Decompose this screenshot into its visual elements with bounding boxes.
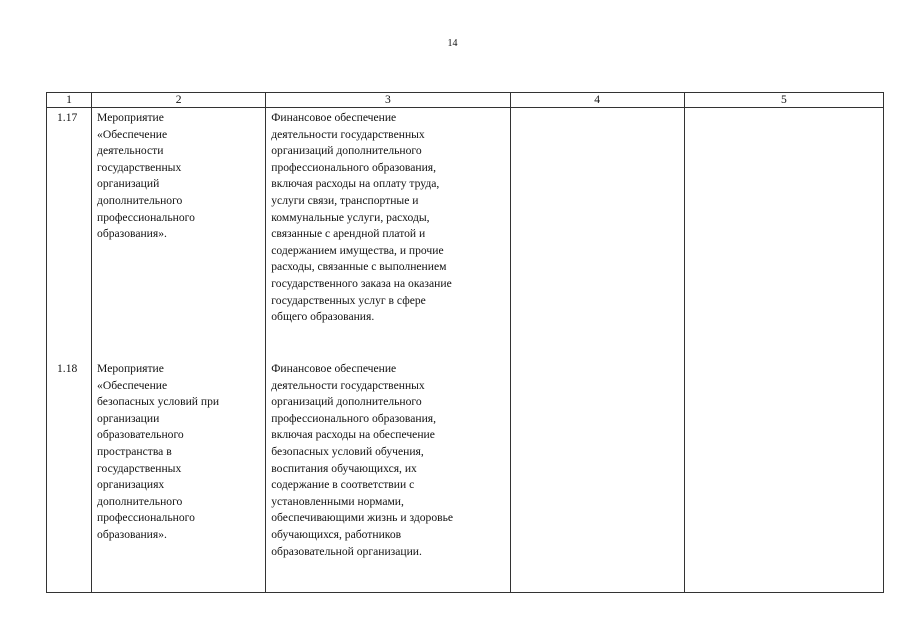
- table-body-row: [47, 108, 884, 593]
- description-text-1-18: Финансовое обеспечение деятельности государственных организаций дополнительного профессионального образования, включая расходы на обеспечение безопасных условий обучения, воспитания обучающихся, их содержание в соответствии с установленными нормами, обеспечивающими жизнь и здоровье обучающихся, работников образовательной организации.: [271, 362, 454, 558]
- column-4-cell: [510, 108, 684, 593]
- header-cell-3: 3: [266, 93, 510, 108]
- row-number-1-17: 1.17: [57, 111, 78, 124]
- page-number: 14: [447, 38, 458, 49]
- header-cell-2: 2: [92, 93, 266, 108]
- header-cell-5: 5: [684, 93, 883, 108]
- description-column: [266, 108, 510, 593]
- row-number-1-18: 1.18: [57, 362, 78, 375]
- table-header-row: [47, 93, 884, 108]
- header-cell-1: 1: [47, 93, 92, 108]
- col4-text-1-17: [516, 110, 681, 361]
- column-5-cell: [684, 108, 883, 593]
- header-cell-4: 4: [510, 93, 684, 108]
- event-column: [92, 108, 266, 593]
- event-text-1-17: Мероприятие «Обеспечение деятельности государственных организаций дополнительного профессионального образования».: [97, 111, 195, 241]
- document-table: [46, 92, 884, 593]
- number-column: [47, 108, 92, 593]
- event-text-1-18: Мероприятие «Обеспечение безопасных условий при организации образовательного пространства в государственных организациях дополнительного профессионального образования».: [97, 362, 220, 541]
- description-text-1-17: Финансовое обеспечение деятельности государственных организаций дополнительного профессионального образования, включая расходы на оплату труда, услуги связи, транспортные и коммунальные услуги, расходы, связанные с арендной платой и содержанием имущества, и прочие расходы, связанные с выполнением государственного заказа на оказание государственных услуг в сфере общего образования.: [271, 111, 452, 324]
- col5-text-1-17: [690, 110, 880, 361]
